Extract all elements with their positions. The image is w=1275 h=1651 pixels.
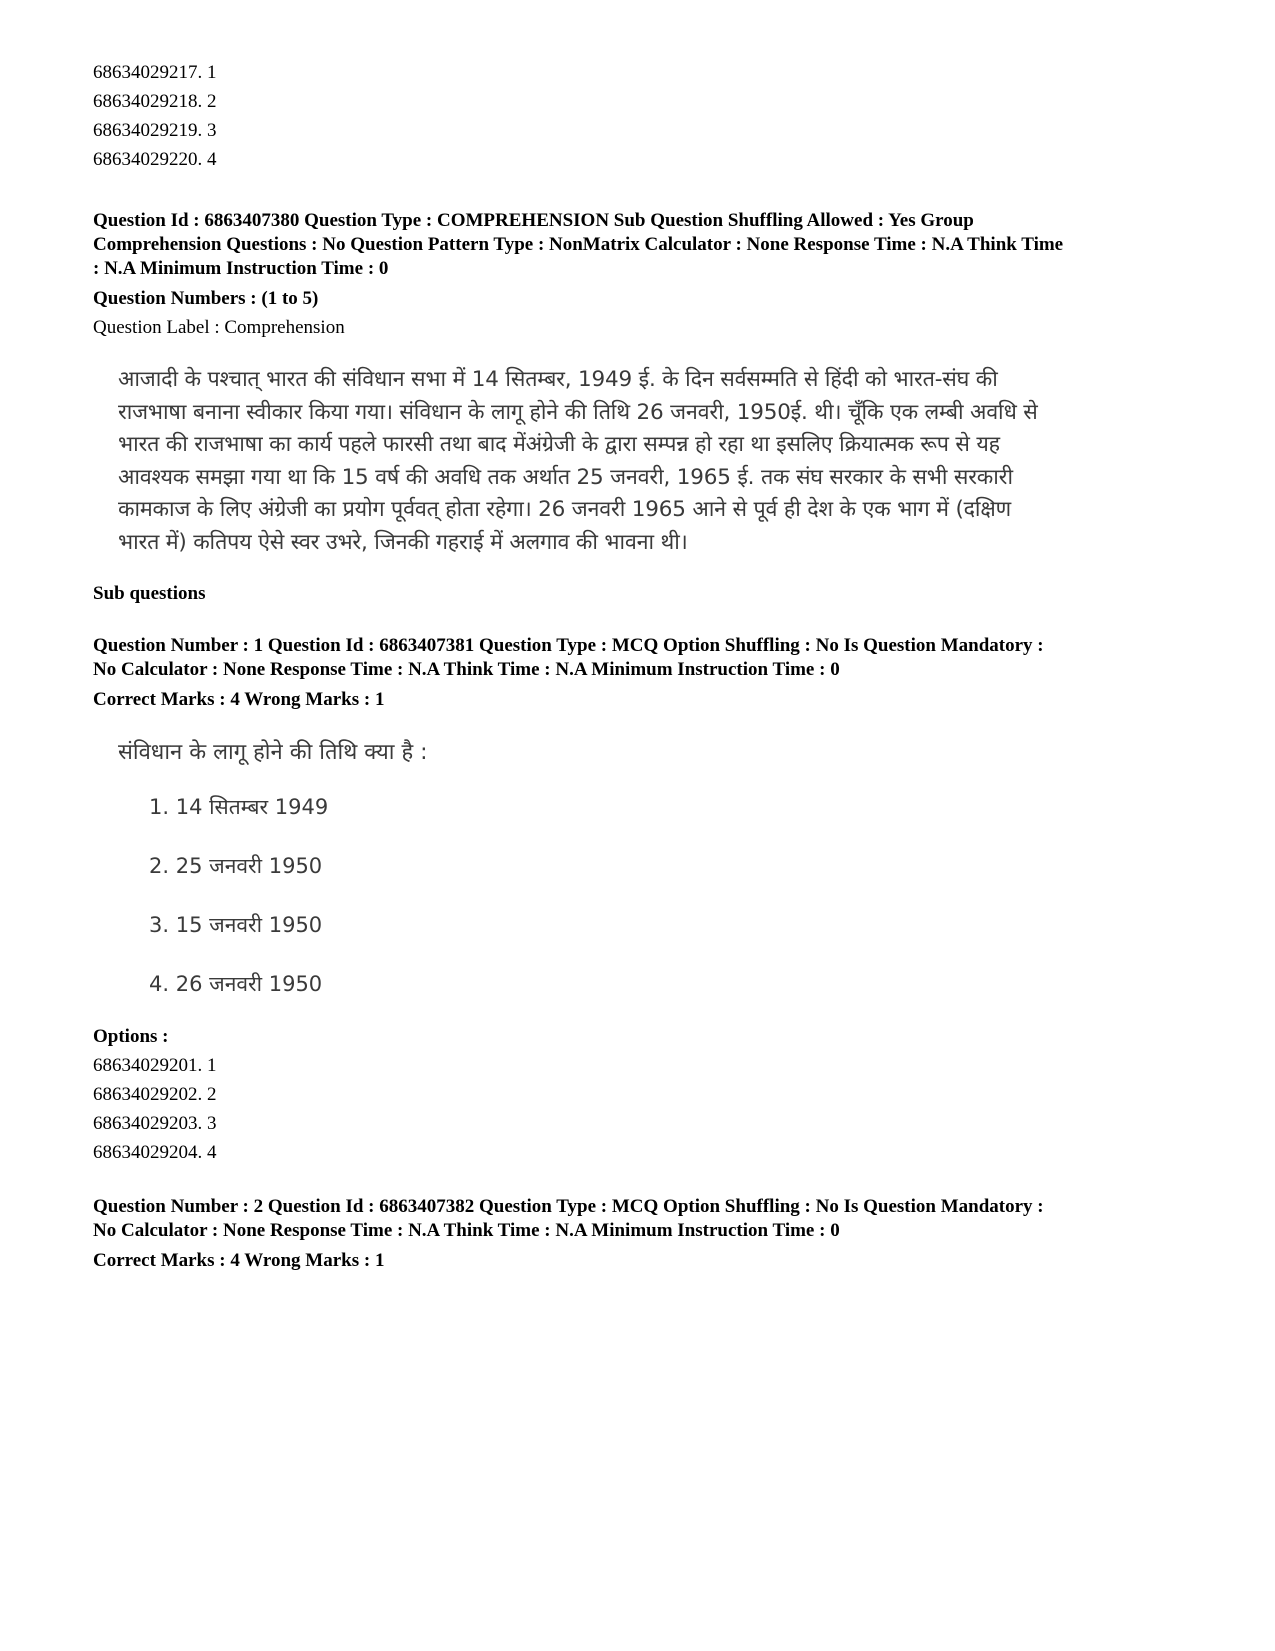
choice-item: 4. 26 जनवरी 1950 bbox=[149, 972, 323, 996]
passage-line: भारत में) कतिपय ऐसे स्वर उभरे, जिनकी गहराई में अलगाव की भावना थी। bbox=[118, 529, 688, 555]
meta-line: Question Number : 1 Question Id : 6863407381 Question Type : MCQ Option Shuffling : No Is Question Mandatory : bbox=[93, 635, 1044, 656]
option-line: 68634029202. 2 bbox=[93, 1084, 217, 1105]
q2-meta bbox=[93, 1195, 1203, 1243]
passage-line: राजभाषा बनाना स्वीकार किया गया। संविधान के लागू होने की तिथि 26 जनवरी, 1950ई. थी। चूँकि एक लम्बी अवधि से bbox=[118, 399, 1038, 425]
meta-line: No Calculator : None Response Time : N.A Think Time : N.A Minimum Instruction Time : 0 bbox=[93, 1220, 840, 1241]
option-line: 68634029203. 3 bbox=[93, 1113, 217, 1134]
q1-marks: Correct Marks : 4 Wrong Marks : 1 bbox=[93, 689, 385, 710]
option-line: 68634029219. 3 bbox=[93, 120, 217, 141]
previous-options bbox=[93, 58, 1203, 174]
meta-line: No Calculator : None Response Time : N.A Think Time : N.A Minimum Instruction Time : 0 bbox=[93, 659, 840, 680]
meta-line: Question Id : 6863407380 Question Type : COMPREHENSION Sub Question Shuffling Allowed : Yes Group bbox=[93, 210, 974, 231]
options-label: Options : bbox=[93, 1026, 169, 1047]
choice-item: 2. 25 जनवरी 1950 bbox=[149, 854, 323, 878]
q1-choices bbox=[93, 778, 1203, 1014]
q1-meta bbox=[93, 634, 1203, 682]
meta-line: Comprehension Questions : No Question Pattern Type : NonMatrix Calculator : None Response Time : N.A Think Time bbox=[93, 234, 1064, 255]
comprehension-passage bbox=[118, 364, 1168, 559]
option-line: 68634029218. 2 bbox=[93, 91, 217, 112]
choice-item: 1. 14 सितम्बर 1949 bbox=[149, 795, 329, 819]
q2-marks: Correct Marks : 4 Wrong Marks : 1 bbox=[93, 1250, 385, 1271]
meta-line: : N.A Minimum Instruction Time : 0 bbox=[93, 258, 389, 279]
option-line: 68634029204. 4 bbox=[93, 1142, 217, 1163]
question-numbers: Question Numbers : (1 to 5) bbox=[93, 288, 319, 309]
passage-line: भारत की राजभाषा का कार्य पहले फारसी तथा बाद मेंअंग्रेजी के द्वारा सम्पन्न हो रहा था इसलिए क्रियात्मक रूप से यह bbox=[118, 432, 1000, 457]
option-line: 68634029217. 1 bbox=[93, 62, 217, 83]
option-line: 68634029201. 1 bbox=[93, 1055, 217, 1076]
meta-line: Question Number : 2 Question Id : 6863407382 Question Type : MCQ Option Shuffling : No Is Question Mandatory : bbox=[93, 1196, 1044, 1217]
choice-item: 3. 15 जनवरी 1950 bbox=[149, 913, 323, 937]
sub-questions-heading: Sub questions bbox=[93, 583, 206, 604]
question-label: Question Label : Comprehension bbox=[93, 317, 345, 338]
document-page bbox=[93, 58, 1203, 1275]
comprehension-meta bbox=[93, 209, 1203, 281]
option-line: 68634029220. 4 bbox=[93, 149, 217, 170]
passage-line: कामकाज के लिए अंग्रेजी का प्रयोग पूर्ववत् होता रहेगा। 26 जनवरी 1965 आने से पूर्व ही देश के एक भाग में (दक्षिण bbox=[118, 497, 1011, 522]
passage-line: आवश्यक समझा गया था कि 15 वर्ष की अवधि तक अर्थात 25 जनवरी, 1965 ई. तक संघ सरकार के सभी सरकारी bbox=[118, 464, 1013, 490]
passage-line: आजादी के पश्चात् भारत की संविधान सभा में 14 सितम्बर, 1949 ई. के दिन सर्वसम्मति से हिंदी को भारत-संघ की bbox=[118, 367, 998, 392]
q1-question-text: संविधान के लागू होने की तिथि क्या है : bbox=[118, 740, 428, 765]
q1-options bbox=[93, 1051, 1203, 1167]
